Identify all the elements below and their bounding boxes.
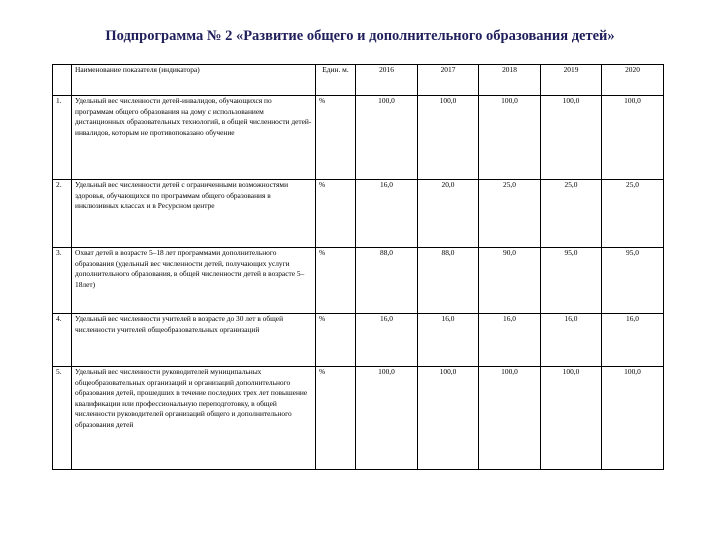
indicator-unit: % [316, 367, 356, 470]
value-2017: 16,0 [418, 314, 479, 367]
row-number: 1. [53, 96, 72, 180]
table-row [53, 248, 664, 314]
header-year-2019: 2019 [541, 65, 602, 96]
value-2019: 95,0 [541, 248, 602, 314]
indicator-table [52, 64, 664, 470]
header-year-2016: 2016 [356, 65, 418, 96]
indicator-unit: % [316, 248, 356, 314]
indicator-name: Удельный вес численности учителей в возрасте до 30 лет в общей численности учителей общеобразовательных организаций [72, 314, 316, 367]
indicator-name: Удельный вес численности детей-инвалидов, обучающихся по программам общего образования на дому с использованием дистанционных образовательных технологий, в общей численности детей-инвалидов, которым не противопоказано обучение [72, 96, 316, 180]
value-2020: 25,0 [602, 180, 664, 248]
value-2019: 16,0 [541, 314, 602, 367]
value-2017: 20,0 [418, 180, 479, 248]
value-2016: 16,0 [356, 180, 418, 248]
indicator-name: Удельный вес численности руководителей муниципальных общеобразовательных организаций и организаций дополнительного образования детей, прошедших в течение последних трех лет повышение квалификации или профессиональную переподготовку, в общей численности руководителей организаций общего и дополнительного образования детей [72, 367, 316, 470]
value-2016: 100,0 [356, 367, 418, 470]
value-2017: 100,0 [418, 96, 479, 180]
value-2018: 16,0 [479, 314, 541, 367]
header-row [53, 65, 664, 96]
value-2019: 100,0 [541, 96, 602, 180]
value-2020: 100,0 [602, 367, 664, 470]
table-row [53, 367, 664, 470]
value-2018: 100,0 [479, 367, 541, 470]
row-number: 3. [53, 248, 72, 314]
value-2017: 88,0 [418, 248, 479, 314]
value-2020: 100,0 [602, 96, 664, 180]
value-2019: 100,0 [541, 367, 602, 470]
row-number: 2. [53, 180, 72, 248]
row-number: 4. [53, 314, 72, 367]
indicator-name: Охват детей в возрасте 5–18 лет программами дополнительного образования (удельный вес численности детей, получающих услуги дополнительного образования, в общей численности детей в возрасте 5–18лет) [72, 248, 316, 314]
header-year-2018: 2018 [479, 65, 541, 96]
indicator-unit: % [316, 180, 356, 248]
value-2016: 88,0 [356, 248, 418, 314]
value-2016: 100,0 [356, 96, 418, 180]
header-unit: Един. м. [316, 65, 356, 96]
header-year-2020: 2020 [602, 65, 664, 96]
value-2020: 95,0 [602, 248, 664, 314]
table-row [53, 180, 664, 248]
table-row [53, 96, 664, 180]
table-row [53, 314, 664, 367]
row-number: 5. [53, 367, 72, 470]
indicator-unit: % [316, 96, 356, 180]
value-2018: 25,0 [479, 180, 541, 248]
indicator-name: Удельный вес численности детей с ограниченными возможностями здоровья, обучающихся по программам общего образования в инклюзивных классах и в Ресурсном центре [72, 180, 316, 248]
value-2018: 100,0 [479, 96, 541, 180]
header-year-2017: 2017 [418, 65, 479, 96]
value-2016: 16,0 [356, 314, 418, 367]
indicator-unit: % [316, 314, 356, 367]
value-2018: 90,0 [479, 248, 541, 314]
header-name: Наименование показателя (индикатора) [72, 65, 316, 96]
header-num-cell [53, 65, 72, 96]
value-2017: 100,0 [418, 367, 479, 470]
value-2019: 25,0 [541, 180, 602, 248]
value-2020: 16,0 [602, 314, 664, 367]
page-title: Подпрограмма № 2 «Развитие общего и дополнительного образования детей» [105, 28, 615, 44]
